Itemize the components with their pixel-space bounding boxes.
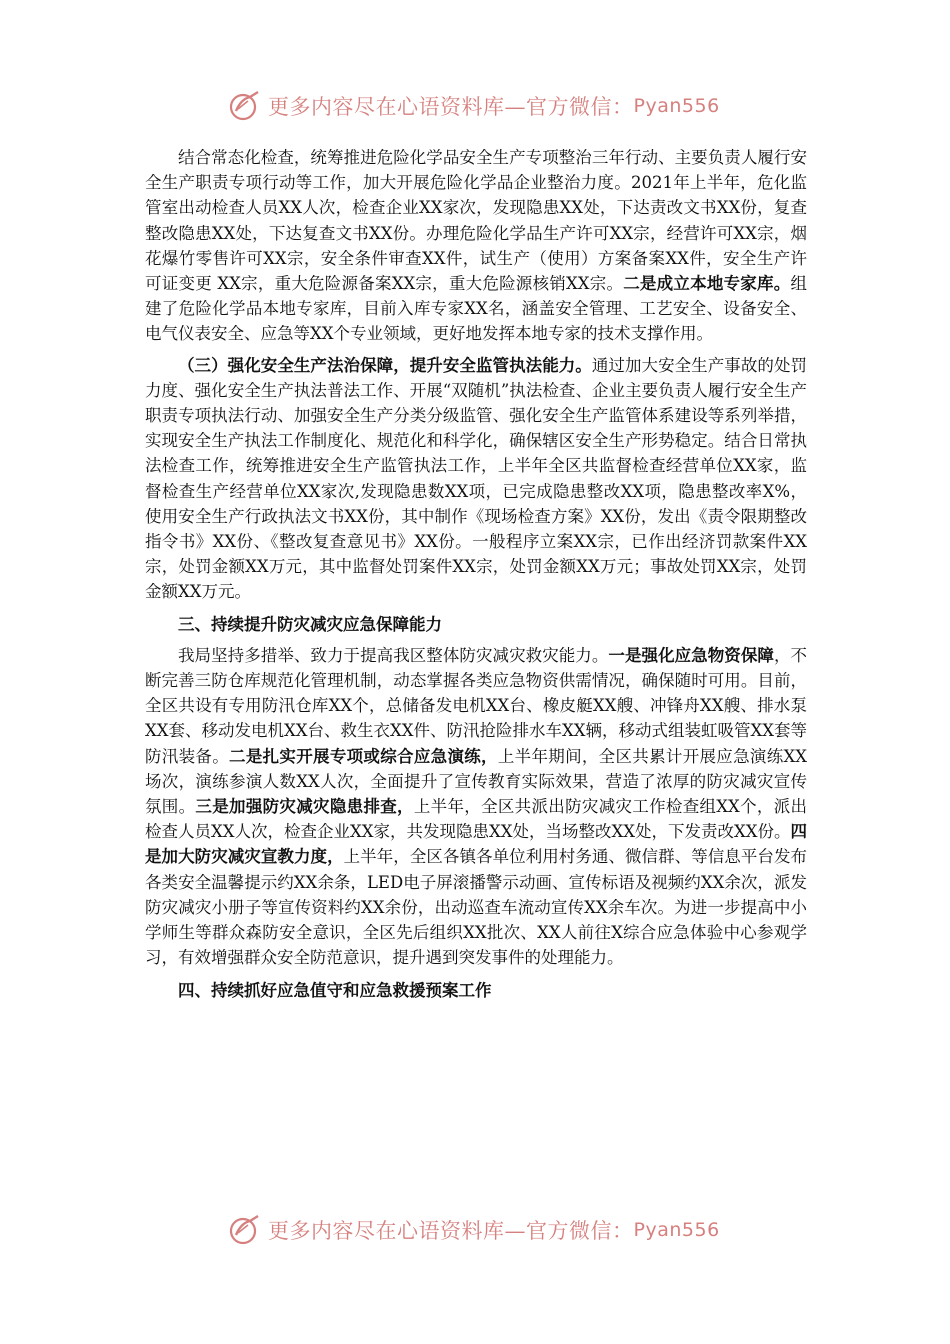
section-heading-3: 三、持续提升防灾减灾应急保障能力	[178, 614, 442, 634]
paragraph-3-bold-4: 四是加大防灾减灾宣教力度，	[145, 822, 807, 867]
paragraph-3-bold-1: 一是强化应急物资保障	[608, 645, 774, 665]
paragraph-1-tail: 组建了危险化学品本地专家库，目前入库专家XX名，涵盖安全管理、工艺安全、设备安全、电气仪表安全、应急等XX个专业领域，更好地发挥本地专家的技术支撑作用。	[145, 274, 807, 344]
watermark-wechat-id: Pyan556	[633, 1219, 720, 1241]
paragraph-2	[145, 353, 807, 605]
section-heading-4: 四、持续抓好应急值守和应急救援预案工作	[178, 980, 492, 1000]
paragraph-3-text-2: 上半年期间，全区共累计开展应急演练XX场次，演练参演人数XX人次，全面提升了宣传教育实际效果，营造了浓厚的防灾减灾宣传氛围。	[145, 746, 807, 817]
paragraph-3-text-4: 上半年，全区各镇各单位利用村务通、微信群、等信息平台发布各类安全温馨提示约XX余条，LED电子屏滚播警示动画、宣传标语及视频约XX余次，派发防灾减灾小册子等宣传资料约XX余份，出动巡查车流动宣传XX余车次。为进一步提高中小学师生等群众森防安全意识，全区先后组织XX批次、XX人前往X综合应急体验中心参观学习，有效增强群众安全防范意识，提升遇到突发事件的处理能力。	[145, 847, 808, 968]
paragraph-3-intro: 我局坚持多措举、致力于提高我区整体防灾减灾救灾能力。	[178, 645, 609, 665]
document-body	[145, 145, 807, 1009]
paragraph-2-heading: （三）强化安全生产法治保障，提升安全监管执法能力。	[178, 355, 592, 375]
paragraph-3-bold-2: 二是扎实开展专项或综合应急演练，	[229, 746, 498, 766]
paragraph-2-text: 通过加大安全生产事故的处罚力度、强化安全生产执法普法工作、开展“双随机”执法检查、企业主要负责人履行安全生产职责专项执法行动、加强安全生产分类分级监管、强化安全生产监管体系建设等系列举措，实现安全生产执法工作制度化、规范化和科学化，确保辖区安全生产形势稳定。结合日常执法检查工作，统筹推进安全生产监管执法工作，上半年全区共监督检查经营单位XX家，监督检查生产经营单位XX家次,发现隐患数XX项，已完成隐患整改XX项，隐患整改率X%，使用安全生产行政执法文书XX份，其中制作《现场检查方案》XX份，发出《责令限期整改指令书》XX份、《整改复查意见书》XX份。一般程序立案XX宗，已作出经济罚款案件XX宗，处罚金额XX万元，其中监督处罚案件XX宗，处罚金额XX万元；事故处罚XX宗，处罚金额XX万元。	[145, 355, 808, 602]
paragraph-3-text-1: ，不断完善三防仓库规范化管理机制，动态掌握各类应急物资供需情况，确保随时可用。目前，全区共设有专用防汛仓库XX个，总储备发电机XX台、橡皮艇XX艘、冲锋舟XX艘、排水泵XX套、移动发电机XX台、救生衣XX件、防汛抢险排水车XX辆，移动式组装虹吸管XX套等防汛装备。	[145, 645, 808, 766]
paragraph-3-bold-3: 三是加强防灾减灾隐患排查，	[195, 797, 414, 817]
paragraph-1-text: 结合常态化检查，统筹推进危险化学品安全生产专项整治三年行动、主要负责人履行安全生产职责专项行动等工作，加大开展危险化学品企业整治力度。2021年上半年，危化监管室出动检查人员XX人次，检查企业XX家次，发现隐患XX处，下达责改文书XX份，复查整改隐患XX处，下达复查文书XX份。办理危险化学品生产许可XX宗，经营许可XX宗，烟花爆竹零售许可XX宗，安全条件审查XX件，试生产（使用）方案备案XX件，安全生产许可证变更 XX宗，重大危险源备案XX宗，重大危险源核销XX宗。	[145, 148, 807, 294]
paragraph-1	[145, 145, 807, 347]
watermark-wechat-id: Pyan556	[633, 95, 720, 117]
pen-logo-icon	[228, 89, 262, 123]
paragraph-3-text-3: 上半年，全区共派出防灾减灾工作检查组XX个，派出检查人员XX人次，检查企业XX家，共发现隐患XX处，当场整改XX处，下发责改XX份。	[145, 797, 808, 842]
paragraph-3	[145, 643, 807, 971]
watermark-footer	[228, 1210, 720, 1250]
watermark-text: 更多内容尽在心语资料库—官方微信：	[268, 1219, 634, 1243]
watermark-header	[228, 86, 720, 126]
paragraph-1-bold: 二是成立本地专家库。	[623, 274, 791, 294]
pen-logo-icon	[228, 1213, 262, 1247]
watermark-text: 更多内容尽在心语资料库—官方微信：	[268, 95, 634, 119]
